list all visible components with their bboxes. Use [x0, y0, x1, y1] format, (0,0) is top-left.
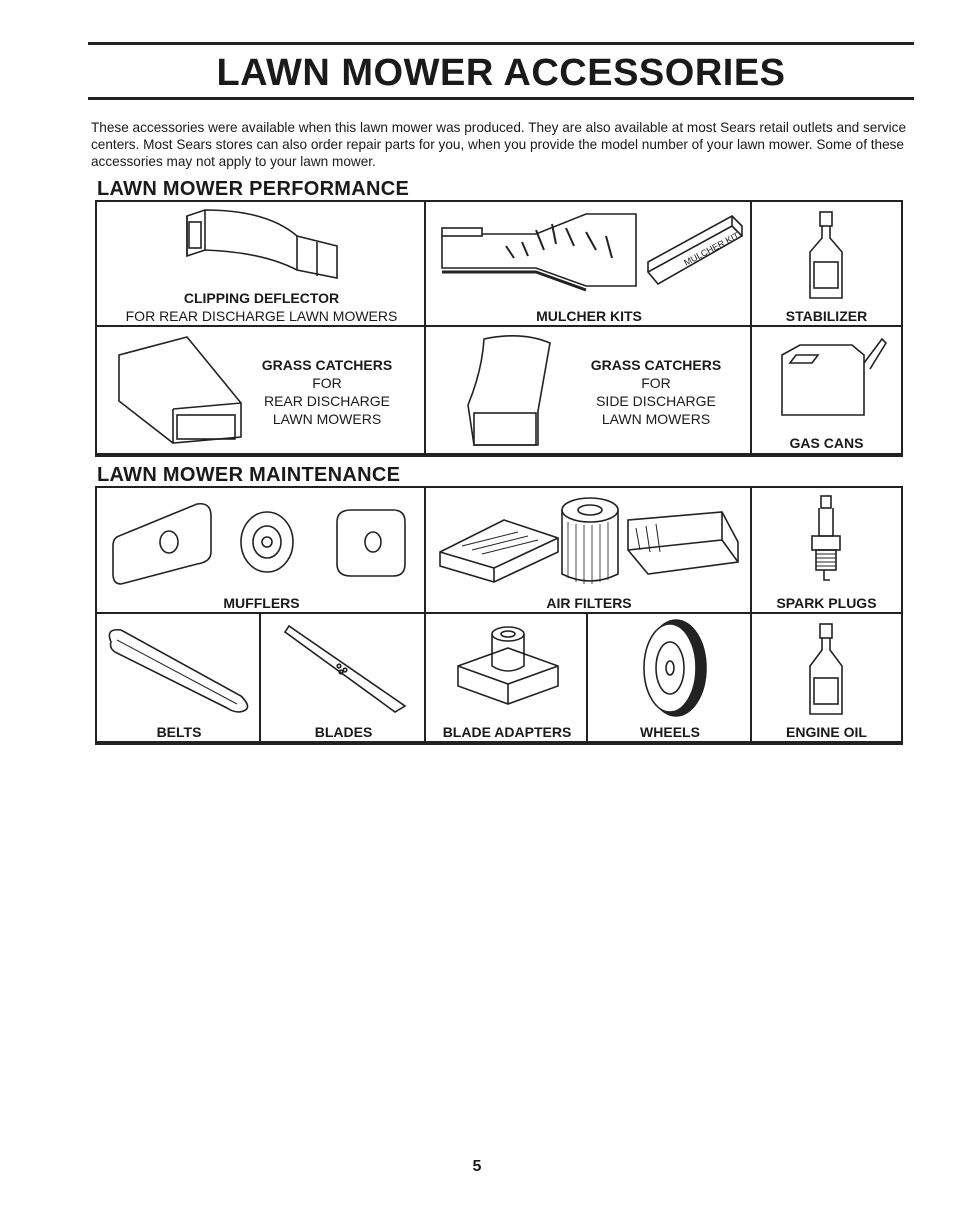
mulcher-kits-cell [426, 202, 752, 327]
clipping-deflector-label: CLIPPING DEFLECTOR [183, 290, 340, 306]
grass-catchers-rear-cell [97, 327, 426, 455]
mufflers-label: MUFFLERS [223, 595, 300, 611]
mulcher-kit-icon [436, 206, 756, 302]
title-underline [88, 97, 914, 100]
performance-heading: LAWN MOWER PERFORMANCE [97, 178, 410, 200]
stabilizer-label: STABILIZER [785, 308, 868, 324]
gas-cans-label: GAS CANS [789, 435, 864, 451]
page-number: 5 [472, 1158, 482, 1175]
mulcher-kits-label: MULCHER KITS [536, 308, 642, 324]
maintenance-grid [95, 486, 903, 745]
top-rule [88, 42, 914, 45]
stabilizer-cell [752, 202, 901, 327]
blade-adapters-cell [426, 614, 588, 743]
rear-grass-catcher-icon [111, 333, 251, 449]
side-grass-catcher-icon [462, 331, 562, 449]
air-filters-icon [432, 490, 748, 590]
spark-plugs-label: SPARK PLUGS [776, 595, 877, 611]
grass-catchers-side-l2: SIDE DISCHARGE [596, 393, 716, 409]
grass-catchers-side-l1: FOR [641, 375, 671, 391]
spark-plug-icon [806, 492, 846, 592]
blade-adapters-label: BLADE ADAPTERS [442, 724, 572, 740]
gas-cans-cell [752, 327, 901, 455]
clipping-deflector-icon [157, 208, 357, 286]
stabilizer-bottle-icon [796, 208, 856, 304]
grass-catchers-side-l3: LAWN MOWERS [601, 411, 711, 427]
spark-plugs-cell [752, 488, 901, 614]
intro-paragraph: These accessories were available when this lawn mower was produced. They are also available at most Sears retail outlets and service centers. Most Sears stores can also order repair parts for you, when you provide the model number of your lawn mower. Some of these accessories may not apply to your lawn mower. [91, 120, 907, 169]
wheel-icon [632, 616, 712, 720]
wheels-cell [588, 614, 752, 743]
grass-catchers-rear-l2: REAR DISCHARGE [263, 393, 391, 409]
performance-grid [95, 200, 903, 457]
blade-icon [275, 618, 415, 718]
clipping-deflector-cell [97, 202, 426, 327]
mufflers-cell [97, 488, 426, 614]
grass-catchers-side-cell [426, 327, 752, 455]
page-title: LAWN MOWER ACCESSORIES [216, 52, 786, 94]
grass-catchers-rear-label: GRASS CATCHERS [261, 357, 393, 373]
belts-cell [97, 614, 261, 743]
grass-catchers-side-label: GRASS CATCHERS [590, 357, 722, 373]
grass-catchers-rear-l3: LAWN MOWERS [272, 411, 382, 427]
air-filters-label: AIR FILTERS [546, 595, 632, 611]
mufflers-icon [107, 492, 417, 590]
gas-can-icon [772, 333, 892, 423]
engine-oil-bottle-icon [796, 620, 856, 720]
clipping-deflector-sub: FOR REAR DISCHARGE LAWN MOWERS [125, 308, 398, 324]
grass-catchers-rear-l1: FOR [312, 375, 342, 391]
air-filters-cell [426, 488, 752, 614]
blades-cell [261, 614, 426, 743]
blades-label: BLADES [314, 724, 373, 740]
wheels-label: WHEELS [640, 724, 700, 740]
maintenance-heading: LAWN MOWER MAINTENANCE [97, 464, 401, 486]
engine-oil-cell [752, 614, 901, 743]
mulcher-box-text: MULCHER KIT [682, 230, 741, 268]
engine-oil-label: ENGINE OIL [786, 724, 867, 740]
belt-icon [101, 618, 257, 718]
belts-label: BELTS [156, 724, 202, 740]
blade-adapter-icon [448, 620, 568, 716]
